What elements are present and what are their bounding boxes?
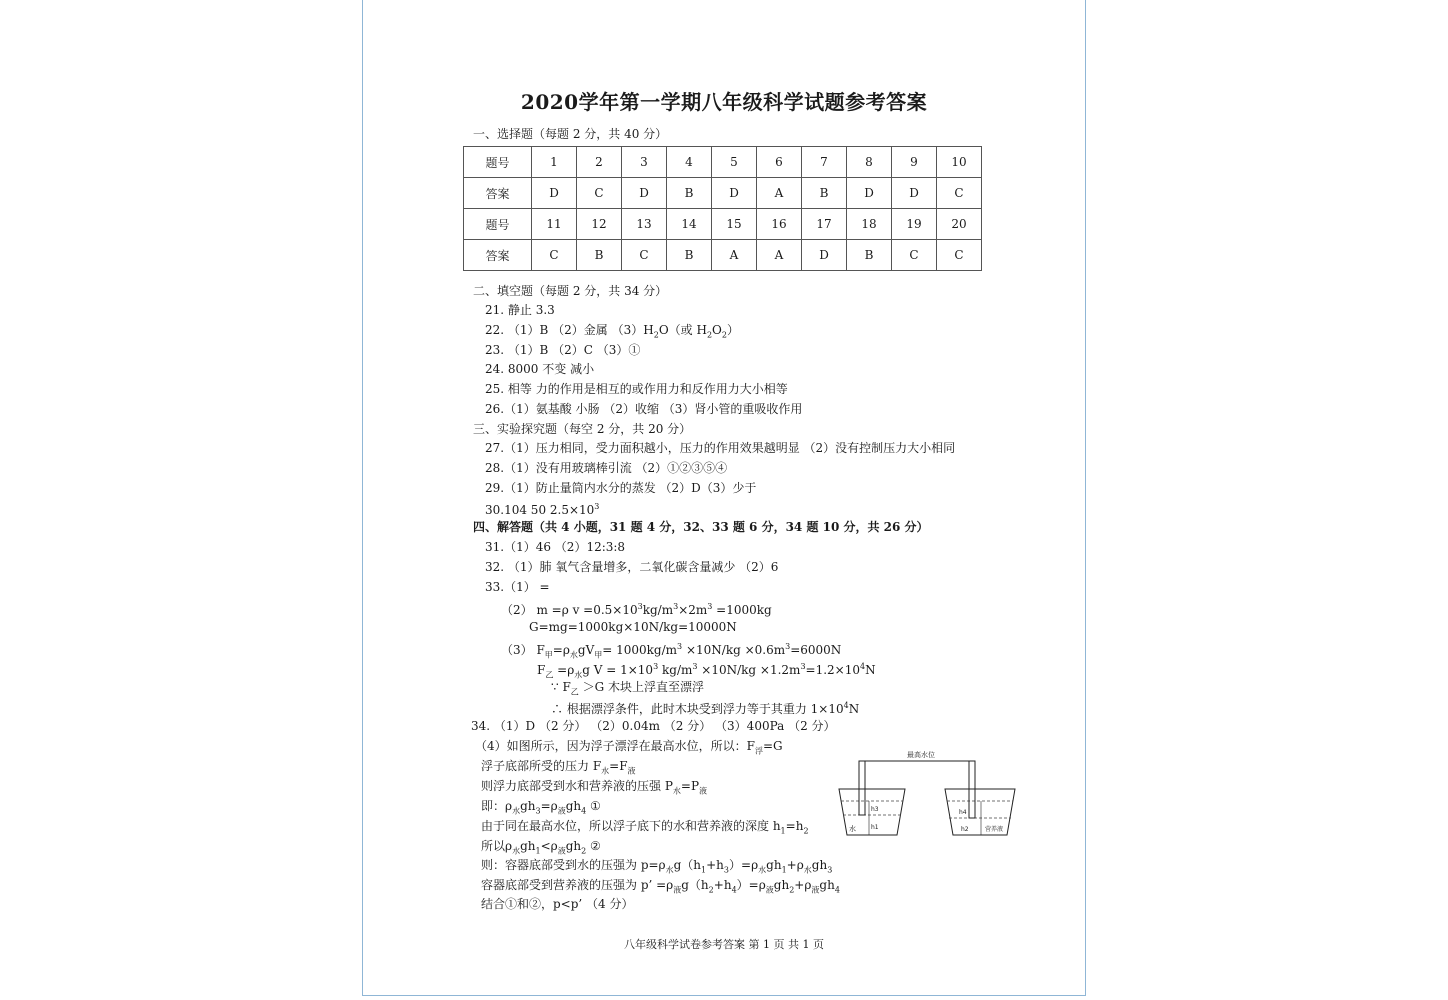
answer-33-therefore: ∴ 根据漂浮条件，此时木块受到浮力等于其重力 $1\times 10^4N$	[551, 701, 860, 716]
answer-29: 29.（1）防止量筒内水分的蒸发 （2）D（3）少于	[485, 481, 757, 495]
answer-34-4-nutrient-pressure: 容器底部受到营养液的压强为 p’ $=\rho_液g(h_2+h_4)=\rho_液gh_2+\rho_液gh_4$	[481, 878, 840, 895]
question-number-cell: 20	[937, 209, 982, 240]
answer-33-1: 33.（1） =	[485, 580, 550, 594]
question-number-cell: 2	[577, 147, 622, 178]
answer-cell: C	[937, 240, 982, 271]
question-number-cell: 12	[577, 209, 622, 240]
row-label: 答案	[464, 240, 532, 271]
question-number-cell: 13	[622, 209, 667, 240]
question-number-cell: 8	[847, 147, 892, 178]
page-title: 2020学年第一学期八年级科学试题参考答案	[520, 90, 928, 114]
question-number-cell: 16	[757, 209, 802, 240]
question-number-cell: 14	[667, 209, 712, 240]
answer-cell: A	[757, 178, 802, 209]
float-diagram	[833, 745, 1023, 840]
answer-cell: B	[847, 240, 892, 271]
water-label: 水	[849, 825, 856, 833]
question-number-cell: 10	[937, 147, 982, 178]
question-number-cell: 5	[712, 147, 757, 178]
answer-27: 27.（1）压力相同，受力面积越小，压力的作用效果越明显 （2）没有控制压力大小相同	[485, 441, 956, 455]
question-number-row	[464, 209, 982, 240]
answer-34-1: 34. （1）D （2 分） （2）0.04m （2 分） （3）400Pa （2 分）	[471, 719, 836, 733]
answer-33-because: ∵ $F_乙 >G$ 木块上浮直至漂浮	[551, 680, 704, 697]
label-h1: h1	[871, 824, 879, 831]
question-number-cell: 1	[532, 147, 577, 178]
answer-cell: C	[532, 240, 577, 271]
right-container	[945, 789, 1015, 835]
section2-heading: 二、填空题（每题 2 分，共 34 分）	[473, 284, 668, 298]
question-number-cell: 19	[892, 209, 937, 240]
answer-row	[464, 178, 982, 209]
answer-cell: D	[622, 178, 667, 209]
answer-cell: C	[892, 240, 937, 271]
page-footer: 八年级科学试卷参考答案 第 1 页 共 1 页	[624, 938, 824, 951]
row-label: 答案	[464, 178, 532, 209]
section3-heading: 三、实验探究题（每空 2 分，共 20 分）	[473, 422, 692, 436]
question-number-row	[464, 147, 982, 178]
answer-34-4-pressure: 则浮力底部受到水和营养液的压强 $P_水=P_液$	[481, 779, 708, 796]
top-water-level-label: 最高水位	[907, 751, 935, 759]
answer-cell: B	[667, 178, 712, 209]
label-h4: h4	[959, 809, 967, 816]
answer-cell: B	[802, 178, 847, 209]
answer-34-4-intro: （4）如图所示，因为浮子漂浮在最高水位，所以：$F_浮=G$	[475, 739, 783, 756]
section1-heading: 一、选择题（每题 2 分，共 40 分）	[473, 127, 668, 141]
answer-34-4-water-pressure: 则：容器底部受到水的压强为 $p=\rho_水g(h_1+h_3)=\rho_水gh_1+\rho_水gh_3$	[481, 858, 833, 875]
section4-heading: 四、解答题（共 4 小题，31 题 4 分，32、33 题 6 分，34 题 10 分，共 26 分）	[473, 520, 929, 534]
answer-33-3-yi: $F_乙 =\rho_水g$ $V = 1\times 10^3$ $kg/m^3 \times 10N/kg \times 1.2m^3=1.2\times 10^4N$	[537, 662, 876, 680]
answer-31: 31.（1）46 （2）12:3:8	[485, 540, 626, 554]
answer-32: 32. （1）肺 氧气含量增多，二氧化碳含量减少 （2）6	[485, 560, 779, 574]
answer-cell: D	[532, 178, 577, 209]
answer-26: 26.（1）氨基酸 小肠 （2）收缩 （3）肾小管的重吸收作用	[485, 402, 803, 416]
answer-34-4-force: 浮子底部所受的压力 $F_水=F_液$	[481, 759, 636, 776]
answer-33-2: （2） m =ρ $v =0.5\times 10^3kg/m^3\times 2m^3 =1000kg$	[501, 602, 772, 617]
question-number-cell: 7	[802, 147, 847, 178]
answer-cell: B	[667, 240, 712, 271]
answer-23: 23. （1）B （2）C （3）①	[485, 343, 641, 357]
answer-21: 21. 静止 3.3	[485, 303, 555, 317]
question-number-cell: 3	[622, 147, 667, 178]
question-number-cell: 17	[802, 209, 847, 240]
nutrient-label: 营养液	[985, 826, 1004, 833]
answer-cell: D	[847, 178, 892, 209]
question-number-cell: 6	[757, 147, 802, 178]
answer-cell: A	[757, 240, 802, 271]
label-h3: h3	[871, 806, 879, 813]
question-number-cell: 11	[532, 209, 577, 240]
answer-cell: A	[712, 240, 757, 271]
label-h2: h2	[961, 826, 969, 833]
answer-cell: B	[577, 240, 622, 271]
answer-sheet-page	[362, 0, 1086, 996]
answer-34-4-eq2: 所以$\rho_水gh_1<\rho_液gh_2$ ②	[481, 839, 601, 856]
answer-cell: C	[622, 240, 667, 271]
answer-cell: C	[577, 178, 622, 209]
answer-34-4-conclusion: 结合①和②，p<p’ （4 分）	[481, 897, 634, 911]
row-label: 题号	[464, 209, 532, 240]
answer-33-2-gravity: G=mg=1000kg×10N/kg=10000N	[529, 620, 737, 634]
answer-28: 28.（1）没有用玻璃棒引流 （2）①②③⑤④	[485, 461, 728, 475]
answer-cell: D	[802, 240, 847, 271]
answer-30: 30.104 50 $2.5\times 10^3$	[485, 502, 600, 517]
answer-cell: C	[937, 178, 982, 209]
answer-24: 24. 8000 不变 减小	[485, 362, 595, 376]
question-number-cell: 15	[712, 209, 757, 240]
answer-cell: D	[712, 178, 757, 209]
question-number-cell: 9	[892, 147, 937, 178]
question-number-cell: 18	[847, 209, 892, 240]
answer-table	[463, 146, 982, 271]
question-number-cell: 4	[667, 147, 712, 178]
answer-cell: D	[892, 178, 937, 209]
answer-22: 22. （1）B （2）金属 $(3)H_2O$（或 $H_2O_2$）	[485, 323, 739, 340]
answer-34-4-eq1: 即：$\rho_水gh_3=\rho_液gh_4$ ①	[481, 799, 601, 816]
answer-row	[464, 240, 982, 271]
answer-25: 25. 相等 力的作用是相互的或作用力和反作用力大小相等	[485, 382, 788, 396]
left-float	[859, 761, 865, 815]
answer-34-4-depth: 由于同在最高水位，所以浮子底下的水和营养液的深度 $h_1=h_2$	[481, 819, 809, 836]
row-label: 题号	[464, 147, 532, 178]
answer-33-3: （3） $F_甲=\rho_水gV_甲= 1000kg/m^3 \times 10N/kg \times 0.6m^3=6000N$	[501, 642, 842, 660]
